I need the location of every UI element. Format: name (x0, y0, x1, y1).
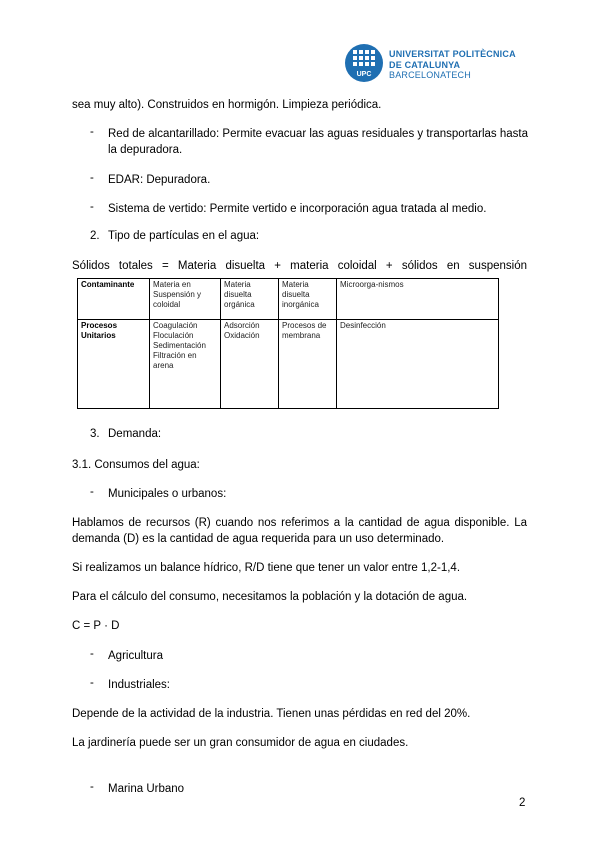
upc-logo-icon (345, 44, 383, 82)
list-item: Red de alcantarillado: Permite evacuar las aguas residuales y transportarlas hasta la depuradora. (108, 128, 528, 156)
list-bullet: - (90, 126, 94, 138)
paragraph-jardineria: La jardinería puede ser un gran consumidor de agua en ciudades. (72, 737, 409, 749)
treatment-table (77, 278, 499, 409)
table-row (78, 320, 499, 409)
section-title: Demanda: (108, 428, 162, 440)
university-logo (345, 44, 545, 84)
list-item: Marina Urbano (108, 783, 185, 795)
table-row (78, 279, 499, 320)
table-cell: Coagulación Floculación Sedimentación Filtración en arena (150, 320, 221, 409)
page-number: 2 (519, 797, 526, 809)
list-bullet: - (90, 677, 94, 689)
formula: C = P · D (72, 620, 120, 632)
table-cell: Desinfección (337, 320, 499, 409)
logo-wordmark (389, 49, 516, 81)
list-bullet: - (90, 201, 94, 213)
table-cell: Contaminante (78, 279, 150, 320)
list-item: EDAR: Depuradora. (108, 174, 211, 186)
paragraph-solidos: Sólidos totales = Materia disuelta + materia coloidal + sólidos en suspensión (72, 260, 527, 272)
table-cell: Materia en Suspensión y coloidal (150, 279, 221, 320)
table-cell: Microorga-nismos (337, 279, 499, 320)
paragraph-industria: Depende de la actividad de la industria. Tienen unas pérdidas en red del 20%. (72, 708, 471, 720)
table-cell: Materia disuelta inorgánica (279, 279, 337, 320)
list-item: Municipales o urbanos: (108, 488, 227, 500)
section-number: 2. (90, 230, 100, 242)
paragraph-recursos: Hablamos de recursos (R) cuando nos referimos a la cantidad de agua disponible. La demanda (D) es la cantidad de agua requerida para un uso determinado. (72, 517, 527, 545)
list-item: Industriales: (108, 679, 171, 691)
table-cell: Procesos Unitarios (78, 320, 150, 409)
logo-line: DE CATALUNYA (389, 59, 461, 70)
list-bullet: - (90, 486, 94, 498)
logo-initials: UPC (356, 71, 372, 78)
list-item: Sistema de vertido: Permite vertido e incorporación agua tratada al medio. (108, 203, 487, 215)
section-title: Tipo de partículas en el agua: (108, 230, 260, 242)
section-number: 3. (90, 428, 100, 440)
list-bullet: - (90, 648, 94, 660)
logo-line: BARCELONATECH (389, 70, 471, 80)
paragraph-balance: Si realizamos un balance hídrico, R/D tiene que tener un valor entre 1,2-1,4. (72, 562, 461, 574)
table-cell: Adsorción Oxidación (221, 320, 279, 409)
logo-line: UNIVERSITAT POLITÈCNICA (389, 49, 516, 59)
list-bullet: - (90, 781, 94, 793)
table-cell: Procesos de membrana (279, 320, 337, 409)
paragraph-intro: sea muy alto). Construidos en hormigón. Limpieza periódica. (72, 99, 382, 111)
paragraph-calculo: Para el cálculo del consumo, necesitamos la población y la dotación de agua. (72, 591, 468, 603)
table-cell: Materia disuelta orgánica (221, 279, 279, 320)
subsection-title: 3.1. Consumos del agua: (72, 459, 200, 471)
list-item: Agricultura (108, 650, 163, 662)
list-bullet: - (90, 172, 94, 184)
